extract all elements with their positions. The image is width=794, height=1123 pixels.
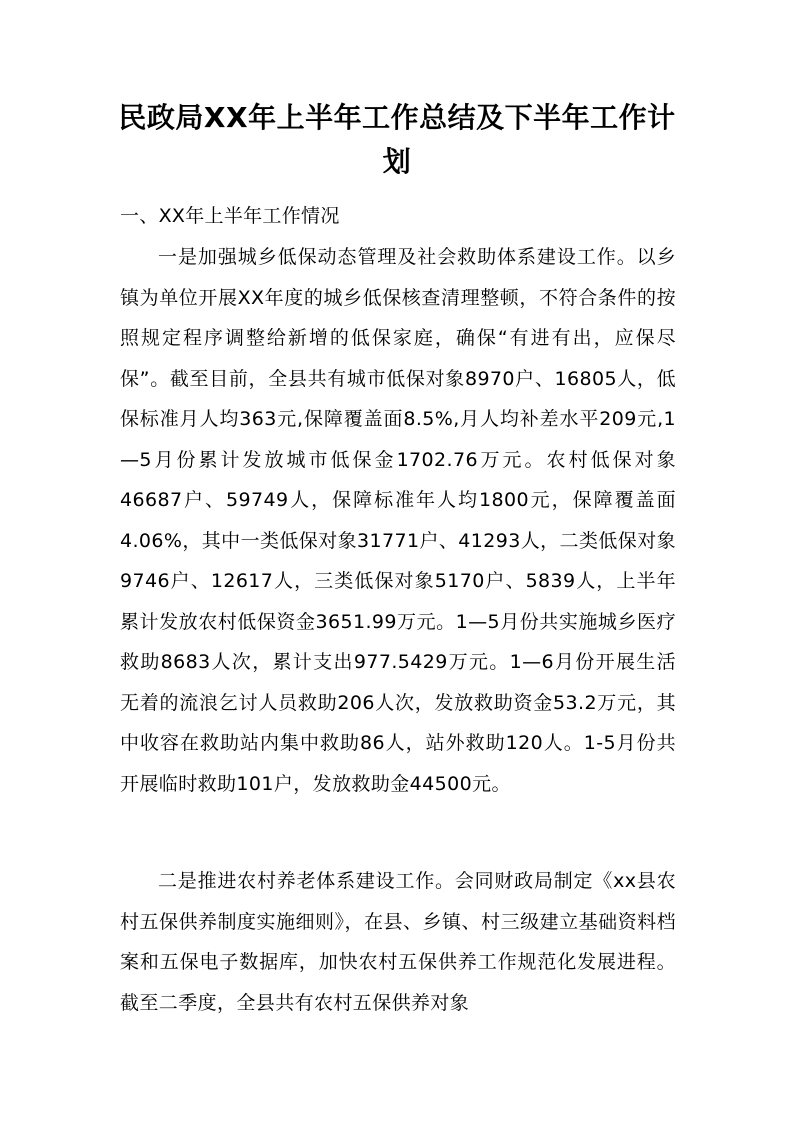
document-title: 民政局XX年上半年工作总结及下半年工作计划 (118, 101, 676, 178)
body-paragraph: 一是加强城乡低保动态管理及社会救助体系建设工作。以乡镇为单位开展XX年度的城乡低保核查清理整顿，不符合条件的按照规定程序调整给新增的低保家庭，确保“有进有出，应保尽保”。截至目前，全县共有城市低保对象8970户、16805人，低保标准月人均363元,保障覆盖面8.5%,月人均补差水平209元,1—5月份累计发放城市低保金1702.76万元。农村低保对象46687户、59749人，保障标准年人均1800元，保障覆盖面4.06%，其中一类低保对象31771户、41293人，二类低保对象9746户、12617人，三类低保对象5170户、5839人，上半年累计发放农村低保资金3651.99万元。1—5月份共实施城乡医疗救助8683人次，累计支出977.5429万元。1—6月份开展生活无着的流浪乞讨人员救助206人次，发放救助资金53.2万元，其中收容在救助站内集中救助86人，站外救助120人。1-5月份共开展临时救助101户，发放救助金44500元。 (120, 246, 676, 795)
section-heading: 一、XX年上半年工作情况 (120, 205, 340, 227)
body-paragraph: 二是推进农村养老体系建设工作。会同财政局制定《xx县农村五保供养制度实施细则》，在县、乡镇、村三级建立基础资料档案和五保电子数据库，加快农村五保供养工作规范化发展进程。截至二季度，全县共有农村五保供养对象 (120, 870, 676, 1014)
